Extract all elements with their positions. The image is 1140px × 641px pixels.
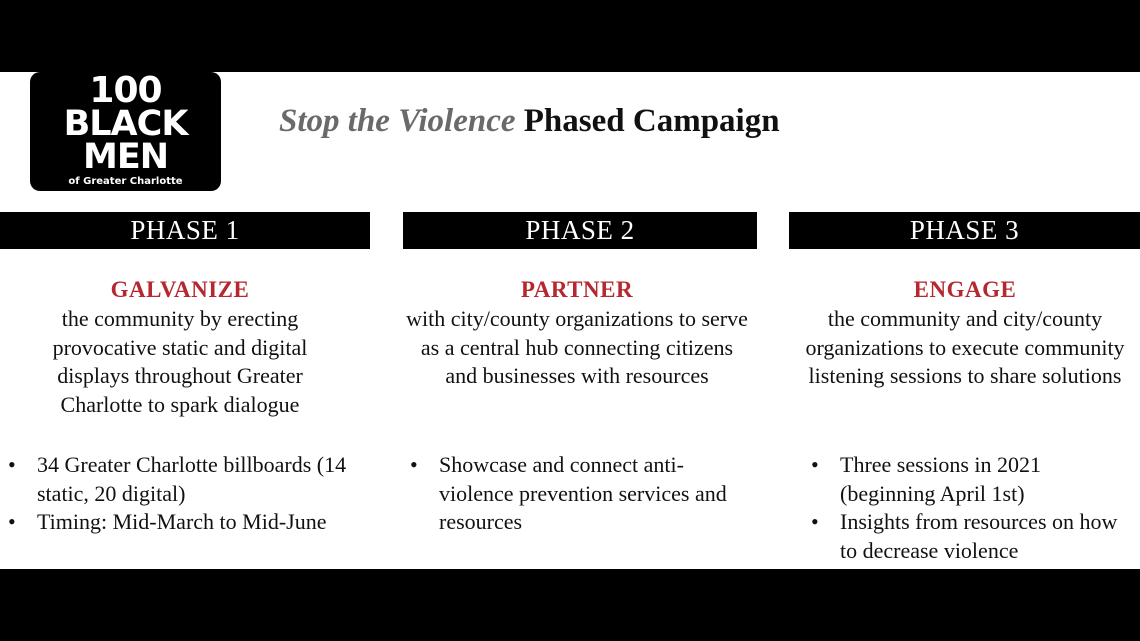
- phase-2-header: PHASE 2: [403, 212, 757, 249]
- logo-line-100: 100: [89, 72, 162, 111]
- phase-1-header: PHASE 1: [0, 212, 370, 249]
- phase-2-verb: PARTNER: [520, 277, 634, 302]
- slide: [0, 72, 1140, 569]
- phase-3-verb: ENGAGE: [913, 277, 1017, 302]
- list-item: • Insights from resources on how to decrease violence: [811, 509, 1118, 563]
- organization-logo: [30, 72, 221, 191]
- title-italic: Stop the Violence: [279, 103, 516, 139]
- phase-3-summary: [798, 276, 1132, 391]
- phase-2-description: with city/county organizations to serve as a central hub connecting citizens and businesses with resources: [406, 306, 748, 388]
- list-item: • Three sessions in 2021 (beginning April 1st): [811, 452, 1042, 506]
- slide-title: [279, 103, 780, 140]
- list-item: • Showcase and connect anti-violence prevention services and resources: [410, 452, 727, 534]
- list-item: • Timing: Mid-March to Mid-June: [8, 508, 358, 537]
- bullet-marker: •: [8, 509, 16, 534]
- phase-1-description: the community by erecting provocative static and digital displays throughout Greater Charlotte to spark dialogue: [52, 306, 308, 417]
- logo-line-black: BLACK: [63, 104, 188, 144]
- bullet-marker: •: [811, 452, 819, 477]
- phase-1-verb: GALVANIZE: [110, 277, 250, 302]
- phase-3-bullets: [811, 451, 1131, 565]
- phase-1-summary: [20, 276, 340, 419]
- bullet-marker: •: [410, 452, 418, 477]
- phase-2-summary: [406, 276, 748, 391]
- title-rest: Phased Campaign: [523, 103, 780, 139]
- phase-1-bullets: [8, 451, 358, 537]
- logo-line-men: MEN: [82, 137, 169, 177]
- logo-line-location: of Greater Charlotte: [68, 176, 183, 187]
- phase-3-header: PHASE 3: [789, 212, 1140, 249]
- phase-3-description: the community and city/county organizations to execute community listening sessions to share solutions: [805, 306, 1125, 388]
- bullet-marker: •: [8, 452, 16, 477]
- phase-2-bullets: [410, 451, 740, 537]
- list-item: • 34 Greater Charlotte billboards (14 static, 20 digital): [8, 452, 347, 506]
- bullet-marker: •: [811, 509, 819, 534]
